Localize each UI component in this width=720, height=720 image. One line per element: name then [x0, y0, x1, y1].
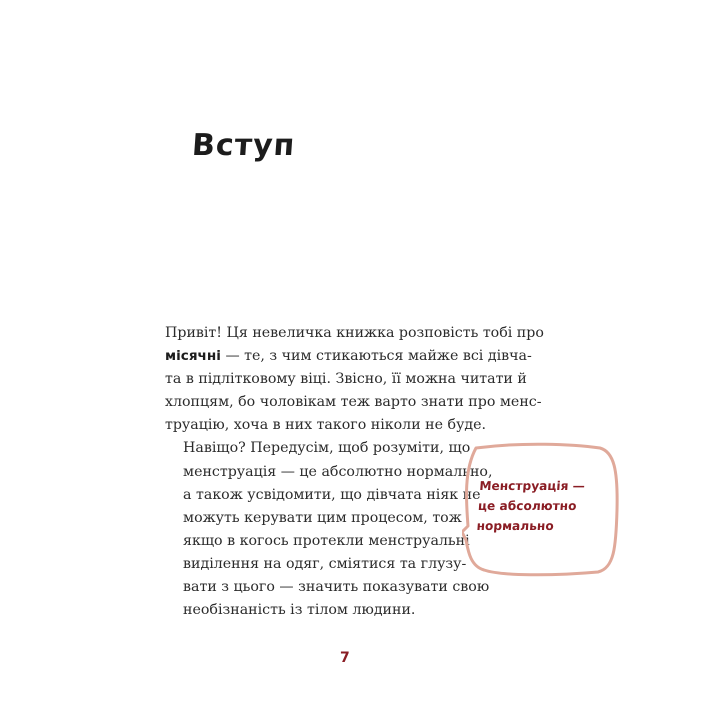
text-line: менструація — це абсолютно нормально, — [165, 463, 493, 480]
text-line: виділення на одяг, сміятися та глузу- — [165, 555, 467, 572]
text-line: якщо в когось протекли менструальні — [165, 532, 470, 549]
text-line: Привіт! Ця невеличка книжка розповість тобі про — [165, 325, 544, 341]
callout-line: Менструація — — [478, 479, 586, 493]
text-line: Навіщо? Передусім, щоб розуміти, що — [165, 440, 471, 457]
text-line: та в підлітковому віці. Звісно, її можна читати й — [165, 371, 527, 388]
highlighted-term: місячні — [165, 348, 221, 365]
callout-line: нормально — [476, 519, 555, 533]
text-line: труацію, хоча в них такого ніколи не буде. — [165, 417, 487, 434]
text-line: необізнаність із тілом людини. — [165, 602, 416, 619]
callout-text — [476, 476, 605, 536]
text-line: можуть керувати цим процесом, тож — [165, 509, 462, 526]
callout-box — [462, 440, 622, 578]
callout-line: це абсолютно — [477, 499, 578, 513]
text-line: вати з цього — значить показувати свою — [165, 579, 490, 596]
chapter-title: Вступ — [190, 128, 297, 163]
text-segment: — те, з чим стикаються майже всі дівча- — [220, 348, 532, 365]
text-line — [165, 345, 544, 368]
text-line: а також усвідомити, що дівчата ніяк не — [165, 486, 481, 503]
page-number: 7 — [340, 650, 350, 666]
text-line: хлопцям, бо чоловікам теж варто знати про менс- — [165, 394, 542, 411]
